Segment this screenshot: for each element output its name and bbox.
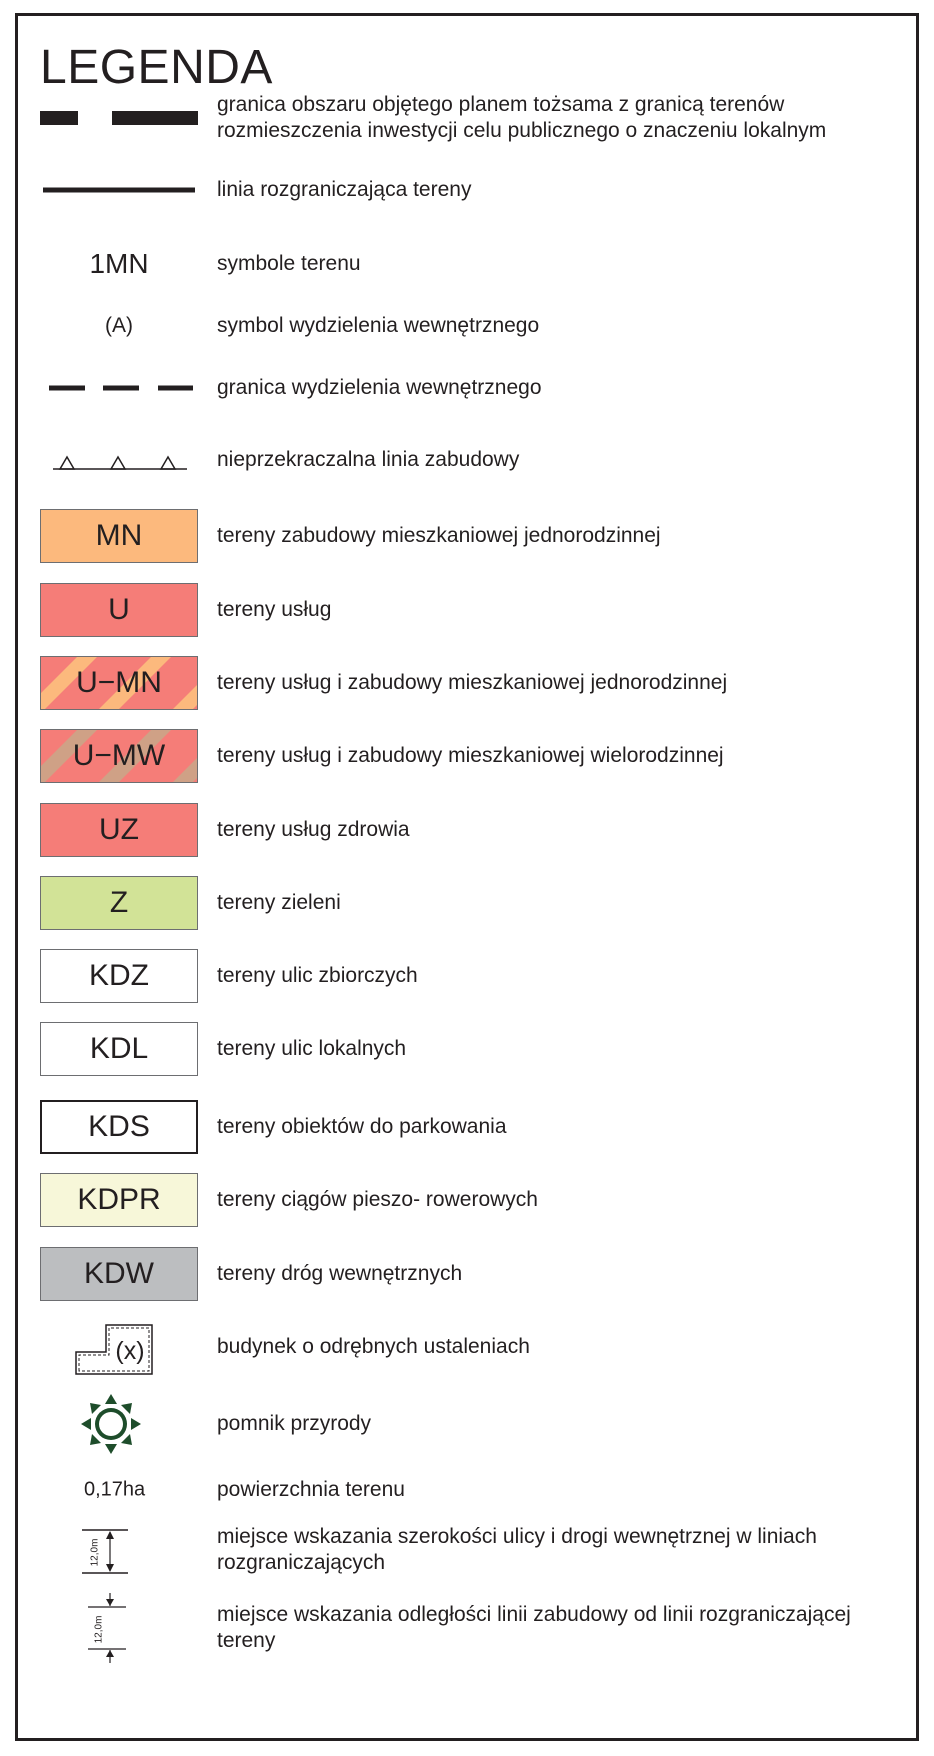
legend-item-U-MW <box>0 726 934 786</box>
legend-item-KDPR <box>0 1170 934 1230</box>
special-building-symbol <box>40 1317 198 1377</box>
legend-desc: linia rozgraniczająca tereny <box>217 178 472 201</box>
legend-item-street-width <box>0 1520 934 1580</box>
legend-item-KDS <box>0 1097 934 1157</box>
KDZ-swatch-label: KDZ <box>89 959 149 992</box>
legend-desc: symbole terenu <box>217 252 361 275</box>
U-MN-symbol <box>40 653 198 713</box>
legend-item-building-line <box>0 430 934 490</box>
legend-desc: miejsce wskazania odległości linii zabudowy od linii rozgraniczającej tereny <box>217 1603 851 1652</box>
legend-desc: granica wydzielenia wewnętrznego <box>217 376 542 399</box>
U-swatch <box>40 583 198 637</box>
internal-boundary-symbol <box>40 358 198 418</box>
U-swatch-label: U <box>108 593 130 626</box>
legend-desc: tereny usług zdrowia <box>217 818 410 841</box>
width-dimension-label: 12,0m <box>89 1538 101 1566</box>
legend-desc: budynek o odrębnych ustaleniach <box>217 1335 530 1358</box>
legend-desc: tereny zabudowy mieszkaniowej jednorodzinnej <box>217 524 661 547</box>
KDW-swatch <box>40 1247 198 1301</box>
area-symbol-sample <box>40 234 198 294</box>
distance-dimension-label: 12,0m <box>93 1615 105 1643</box>
legend-item-internal-symbol <box>0 296 934 356</box>
legend-desc: tereny usług <box>217 598 332 621</box>
area-size-text: 0,17ha <box>84 1478 146 1501</box>
legend-desc: pomnik przyrody <box>217 1412 372 1435</box>
MN-symbol <box>40 506 198 566</box>
boundary-line-symbol <box>40 160 198 220</box>
KDS-swatch-label: KDS <box>88 1110 150 1143</box>
area-size-sample <box>40 1460 198 1520</box>
KDPR-swatch <box>40 1173 198 1227</box>
legend-item-KDW <box>0 1244 934 1304</box>
width-dimension-icon <box>40 1520 198 1580</box>
legend-item-KDZ <box>0 946 934 1006</box>
legend-desc: tereny zieleni <box>217 891 341 914</box>
legend-item-MN <box>0 506 934 566</box>
legend-item-U <box>0 580 934 640</box>
KDZ-symbol <box>40 946 198 1006</box>
MN-swatch <box>40 509 198 563</box>
legend-desc: tereny usług i zabudowy mieszkaniowej wielorodzinnej <box>217 744 724 767</box>
legend-item-special-building <box>0 1317 934 1377</box>
legend-item-boundary-line <box>0 160 934 220</box>
legend-desc: tereny ulic lokalnych <box>217 1037 407 1060</box>
legend-item-UZ <box>0 800 934 860</box>
Z-symbol <box>40 873 198 933</box>
legend-item-Z <box>0 873 934 933</box>
legend-item-plan-boundary <box>0 88 934 148</box>
distance-dimension-icon <box>40 1593 198 1663</box>
KDW-swatch-label: KDW <box>84 1257 154 1290</box>
UZ-swatch-label: UZ <box>99 813 139 846</box>
dashed-line-icon <box>40 358 198 418</box>
legend-desc: tereny dróg wewnętrznych <box>217 1262 463 1285</box>
KDL-swatch-label: KDL <box>89 1032 149 1065</box>
Z-swatch-label: Z <box>109 886 129 919</box>
U-MN-swatch-label: U−MN <box>76 666 162 699</box>
legend-item-internal-boundary <box>0 358 934 418</box>
U-MN-swatch <box>40 656 198 710</box>
legend-desc: tereny usług i zabudowy mieszkaniowej jednorodzinnej <box>217 671 728 694</box>
KDS-symbol <box>40 1097 198 1157</box>
triangle-line-icon <box>40 430 198 490</box>
legend-desc: tereny obiektów do parkowania <box>217 1115 507 1138</box>
street-width-symbol <box>40 1520 198 1580</box>
internal-symbol-sample <box>40 296 198 356</box>
UZ-swatch <box>40 803 198 857</box>
U-MW-symbol <box>40 726 198 786</box>
legend-item-KDL <box>0 1019 934 1079</box>
plan-boundary-symbol <box>40 88 198 148</box>
legend-desc: symbol wydzielenia wewnętrznego <box>217 314 540 337</box>
KDPR-symbol <box>40 1170 198 1230</box>
natural-monument-symbol <box>40 1394 198 1454</box>
legend-title: LEGENDA <box>40 41 273 94</box>
U-MW-swatch <box>40 729 198 783</box>
U-MW-swatch-label: U−MW <box>72 739 166 772</box>
thick-dashed-line-icon <box>40 88 198 148</box>
legend-item-area-size <box>0 1460 934 1520</box>
legend-desc: powierzchnia terenu <box>217 1478 405 1501</box>
legend-desc: granica obszaru objętego planem tożsama z granicą terenów rozmieszczenia inwestycji celu publicznego o znaczeniu lokalnym <box>217 93 827 142</box>
natural-monument-icon <box>40 1394 198 1454</box>
U-symbol <box>40 580 198 640</box>
legend-item-natural-monument <box>0 1394 934 1454</box>
Z-swatch <box>40 876 198 930</box>
legend-desc: miejsce wskazania szerokości ulicy i drogi wewnętrznej w liniach rozgraniczających <box>217 1525 817 1574</box>
KDW-symbol <box>40 1244 198 1304</box>
building-distance-symbol <box>40 1598 198 1658</box>
KDL-swatch <box>40 1022 198 1076</box>
KDS-swatch <box>40 1100 198 1154</box>
building-label: (x) <box>115 1337 145 1365</box>
building-line-symbol <box>40 430 198 490</box>
KDZ-swatch <box>40 949 198 1003</box>
legend-desc: tereny ulic zbiorczych <box>217 964 418 987</box>
internal-symbol-text: (A) <box>105 314 133 337</box>
legend-item-building-distance <box>0 1598 934 1658</box>
legend-desc: tereny ciągów pieszo- rowerowych <box>217 1188 538 1211</box>
solid-line-icon <box>40 160 198 220</box>
legend-item-area-symbol <box>0 234 934 294</box>
area-symbol-text: 1MN <box>89 248 149 279</box>
KDPR-swatch-label: KDPR <box>77 1183 161 1216</box>
legend-desc: nieprzekraczalna linia zabudowy <box>217 448 520 471</box>
UZ-symbol <box>40 800 198 860</box>
legend-item-U-MN <box>0 653 934 713</box>
KDL-symbol <box>40 1019 198 1079</box>
MN-swatch-label: MN <box>95 519 143 552</box>
